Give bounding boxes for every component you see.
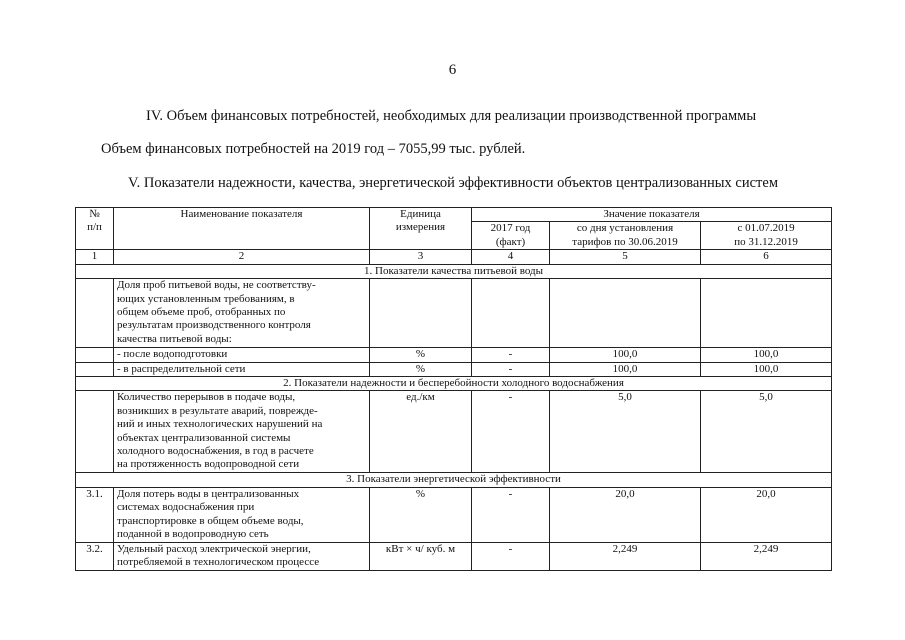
- section-row-energy: [76, 473, 832, 487]
- row-2017: -: [472, 542, 550, 570]
- row-num: [76, 279, 114, 348]
- section-title: 2. Показатели надежности и бесперебойности холодного водоснабжения: [76, 377, 832, 391]
- row-2017: -: [472, 487, 550, 542]
- row-num: [76, 348, 114, 362]
- table-header-row: [76, 208, 832, 222]
- section-heading-v: V. Показатели надежности, качества, энергетической эффективности объектов централизованных систем: [128, 175, 779, 191]
- colnum-1: 1: [76, 250, 114, 264]
- header-to-2019-06: со дня установления тарифов по 30.06.2019: [550, 222, 701, 250]
- row-from: 2,249: [701, 542, 832, 570]
- header-unit: Единица измерения: [370, 208, 472, 250]
- section-row-quality: [76, 264, 832, 278]
- row-from: 20,0: [701, 487, 832, 542]
- row-from: 100,0: [701, 348, 832, 362]
- row-name: Количество перерывов в подаче воды, возникших в результате аварий, поврежде- ний и иных технологических нарушений на объектах централизованной системы холодного водоснабжения, в год в расчете на протяженность водопроводной сети: [114, 391, 370, 473]
- table-row: [76, 542, 832, 570]
- header-2017: 2017 год (факт): [472, 222, 550, 250]
- colnum-4: 4: [472, 250, 550, 264]
- row-name: - в распределительной сети: [114, 362, 370, 376]
- row-num: [76, 362, 114, 376]
- header-from-2019-07: с 01.07.2019 по 31.12.2019: [701, 222, 832, 250]
- row-from: 5,0: [701, 391, 832, 473]
- section-row-reliability: [76, 377, 832, 391]
- table-row: [76, 362, 832, 376]
- row-to: [550, 279, 701, 348]
- header-value: Значение показателя: [472, 208, 832, 222]
- row-2017: -: [472, 391, 550, 473]
- row-to: 20,0: [550, 487, 701, 542]
- row-to: 100,0: [550, 362, 701, 376]
- colnum-5: 5: [550, 250, 701, 264]
- row-2017: -: [472, 362, 550, 376]
- row-unit: ед./км: [370, 391, 472, 473]
- colnum-3: 3: [370, 250, 472, 264]
- row-name: Доля потерь воды в централизованных системах водоснабжения при транспортировке в общем объеме воды, поданной в водопроводную сеть: [114, 487, 370, 542]
- row-num: [76, 391, 114, 473]
- row-2017: -: [472, 348, 550, 362]
- row-num: 3.1.: [76, 487, 114, 542]
- row-to: 100,0: [550, 348, 701, 362]
- table-row: [76, 487, 832, 542]
- header-num: № п/п: [76, 208, 114, 250]
- header-name: Наименование показателя: [114, 208, 370, 250]
- row-from: [701, 279, 832, 348]
- row-unit: кВт × ч/ куб. м: [370, 542, 472, 570]
- section-heading-iv: IV. Объем финансовых потребностей, необходимых для реализации производственной программы: [146, 108, 757, 124]
- row-to: 5,0: [550, 391, 701, 473]
- row-unit: %: [370, 348, 472, 362]
- column-number-row: [76, 250, 832, 264]
- row-name: - после водоподготовки: [114, 348, 370, 362]
- row-to: 2,249: [550, 542, 701, 570]
- page-number: 6: [448, 62, 457, 78]
- row-name: Доля проб питьевой воды, не соответству- ющих установленным требованиям, в общем объеме проб, отобранных по результатам производственного контроля качества питьевой воды:: [114, 279, 370, 348]
- row-2017: [472, 279, 550, 348]
- section-title: 1. Показатели качества питьевой воды: [76, 264, 832, 278]
- row-unit: [370, 279, 472, 348]
- table-row: [76, 391, 832, 473]
- row-from: 100,0: [701, 362, 832, 376]
- section-title: 3. Показатели энергетической эффективности: [76, 473, 832, 487]
- row-unit: %: [370, 362, 472, 376]
- indicators-table: [75, 207, 832, 571]
- row-name: Удельный расход электрической энергии, потребляемой в технологическом процессе: [114, 542, 370, 570]
- colnum-6: 6: [701, 250, 832, 264]
- financial-needs-line: Объем финансовых потребностей на 2019 год – 7055,99 тыс. рублей.: [101, 141, 526, 157]
- colnum-2: 2: [114, 250, 370, 264]
- table-row: [76, 348, 832, 362]
- row-unit: %: [370, 487, 472, 542]
- row-num: 3.2.: [76, 542, 114, 570]
- table-row: [76, 279, 832, 348]
